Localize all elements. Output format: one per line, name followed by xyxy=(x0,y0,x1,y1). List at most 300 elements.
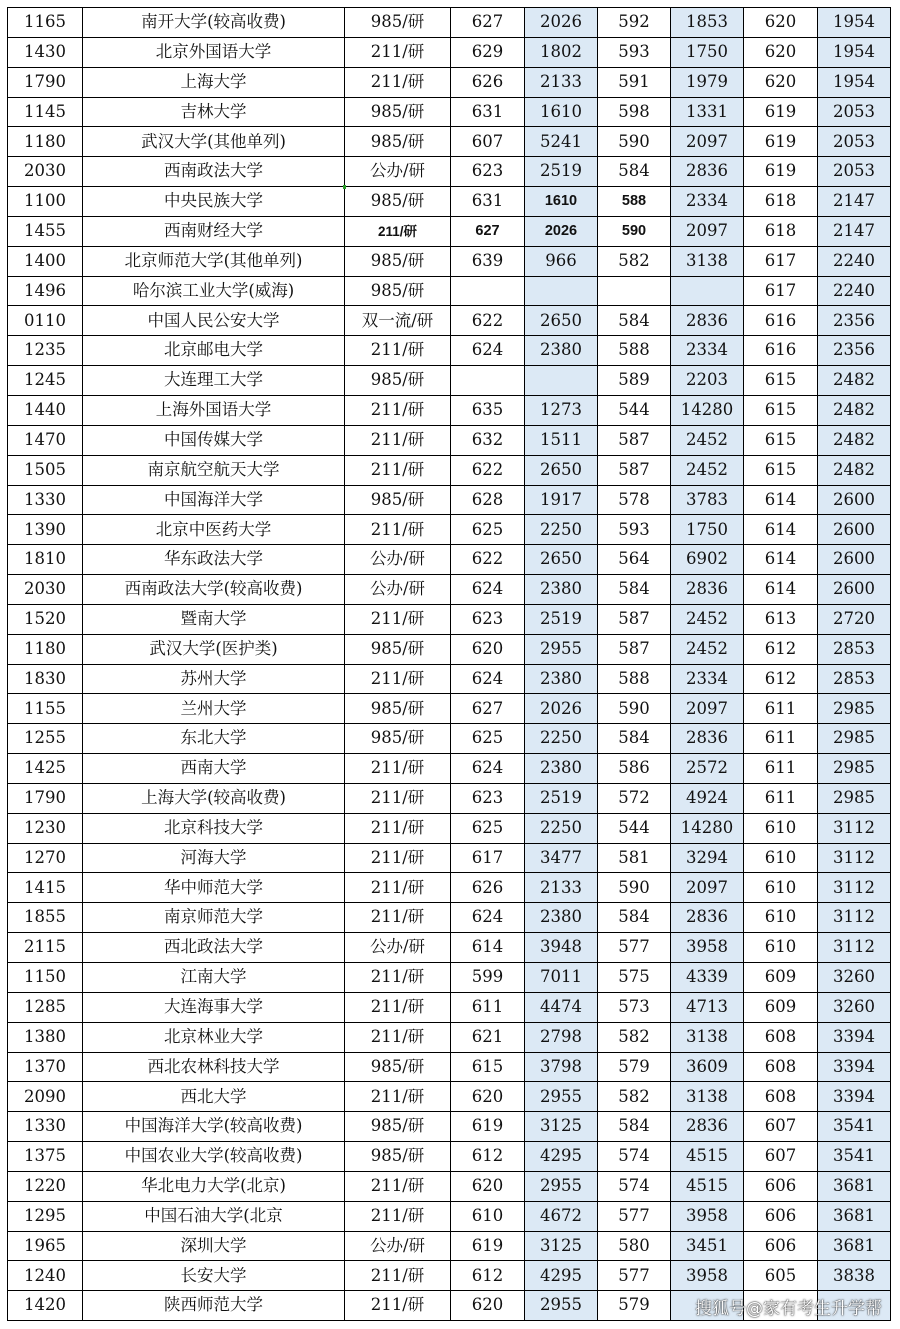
table-row xyxy=(8,545,891,575)
table-row xyxy=(8,1142,891,1172)
score-c-cell: 611 xyxy=(744,754,818,784)
score-b-cell: 584 xyxy=(598,903,671,933)
rank-a-cell: 3125 xyxy=(525,1112,598,1142)
score-b-cell: 575 xyxy=(598,963,671,993)
table-row xyxy=(8,336,891,366)
score-c-cell: 619 xyxy=(744,157,818,187)
school-type-cell: 985/研 xyxy=(345,485,451,515)
school-name-cell: 西北政法大学 xyxy=(83,933,345,963)
school-code-cell: 2030 xyxy=(8,575,83,605)
rank-b-cell: 2097 xyxy=(671,873,744,903)
school-name-cell: 西南政法大学(较高收费) xyxy=(83,575,345,605)
school-type-cell: 211/研 xyxy=(345,1291,451,1321)
table-row xyxy=(8,1052,891,1082)
rank-a-cell: 1802 xyxy=(525,37,598,67)
score-a-cell: 607 xyxy=(451,127,525,157)
score-c-cell: 610 xyxy=(744,933,818,963)
school-code-cell: 1505 xyxy=(8,455,83,485)
score-b-cell: 587 xyxy=(598,604,671,634)
score-c-cell: 620 xyxy=(744,67,818,97)
rank-a-cell: 7011 xyxy=(525,963,598,993)
score-a-cell: 627 xyxy=(451,8,525,38)
score-a-cell: 612 xyxy=(451,1261,525,1291)
rank-a-cell: 2798 xyxy=(525,1022,598,1052)
score-c-cell: 615 xyxy=(744,395,818,425)
score-b-cell: 577 xyxy=(598,1261,671,1291)
rank-c-cell: 2985 xyxy=(818,694,891,724)
rank-a-cell: 2133 xyxy=(525,67,598,97)
rank-b-cell: 3294 xyxy=(671,843,744,873)
score-a-cell: 615 xyxy=(451,1052,525,1082)
table-row xyxy=(8,1171,891,1201)
rank-c-cell: 3394 xyxy=(818,1052,891,1082)
school-type-cell: 211/研 xyxy=(345,604,451,634)
school-name-cell: 南京航空航天大学 xyxy=(83,455,345,485)
rank-c-cell: 2985 xyxy=(818,724,891,754)
school-type-cell: 211/研 xyxy=(345,992,451,1022)
score-b-cell: 572 xyxy=(598,783,671,813)
rank-c-cell: 1954 xyxy=(818,8,891,38)
score-c-cell: 606 xyxy=(744,1201,818,1231)
school-type-cell: 211/研 xyxy=(345,67,451,97)
school-code-cell: 1400 xyxy=(8,246,83,276)
school-type-cell: 985/研 xyxy=(345,1112,451,1142)
school-name-cell: 暨南大学 xyxy=(83,604,345,634)
score-b-cell: 579 xyxy=(598,1291,671,1321)
score-c-cell: 612 xyxy=(744,664,818,694)
table-row xyxy=(8,664,891,694)
school-type-cell: 985/研 xyxy=(345,127,451,157)
rank-c-cell: 2240 xyxy=(818,276,891,306)
school-name-cell: 西南大学 xyxy=(83,754,345,784)
school-name-cell: 哈尔滨工业大学(威海) xyxy=(83,276,345,306)
rank-c-cell: 2147 xyxy=(818,187,891,217)
school-code-cell: 1100 xyxy=(8,187,83,217)
score-b-cell: 581 xyxy=(598,843,671,873)
school-type-cell: 211/研 xyxy=(345,216,451,246)
rank-b-cell: 2452 xyxy=(671,455,744,485)
school-type-cell: 985/研 xyxy=(345,8,451,38)
score-c-cell: 617 xyxy=(744,246,818,276)
rank-c-cell: 2853 xyxy=(818,634,891,664)
score-c-cell: 614 xyxy=(744,515,818,545)
score-c-cell: 616 xyxy=(744,306,818,336)
score-c-cell: 614 xyxy=(744,485,818,515)
score-b-cell: 544 xyxy=(598,813,671,843)
school-code-cell: 1430 xyxy=(8,37,83,67)
rank-b-cell: 1750 xyxy=(671,515,744,545)
score-a-cell: 625 xyxy=(451,724,525,754)
rank-c-cell: 3681 xyxy=(818,1231,891,1261)
score-c-cell: 612 xyxy=(744,634,818,664)
score-a-cell: 619 xyxy=(451,1231,525,1261)
rank-a-cell: 1917 xyxy=(525,485,598,515)
school-name-cell: 华东政法大学 xyxy=(83,545,345,575)
rank-b-cell: 3138 xyxy=(671,1082,744,1112)
rank-b-cell: 2836 xyxy=(671,903,744,933)
score-b-cell: 587 xyxy=(598,634,671,664)
school-code-cell: 1380 xyxy=(8,1022,83,1052)
score-a-cell: 631 xyxy=(451,97,525,127)
school-type-cell: 211/研 xyxy=(345,1261,451,1291)
rank-a-cell: 2250 xyxy=(525,724,598,754)
rank-b-cell: 1853 xyxy=(671,8,744,38)
school-name-cell: 江南大学 xyxy=(83,963,345,993)
rank-c-cell: 3112 xyxy=(818,873,891,903)
school-name-cell: 吉林大学 xyxy=(83,97,345,127)
school-type-cell: 211/研 xyxy=(345,963,451,993)
school-code-cell: 0110 xyxy=(8,306,83,336)
school-code-cell: 1375 xyxy=(8,1142,83,1172)
score-b-cell: 593 xyxy=(598,515,671,545)
watermark-text: 搜狐号@家有考生升学帮 xyxy=(695,1299,882,1319)
school-name-cell: 大连海事大学 xyxy=(83,992,345,1022)
score-c-cell: 606 xyxy=(744,1171,818,1201)
score-a-cell: 631 xyxy=(451,187,525,217)
rank-c-cell: 2240 xyxy=(818,246,891,276)
score-c-cell: 610 xyxy=(744,873,818,903)
school-code-cell: 1235 xyxy=(8,336,83,366)
score-a-cell: 619 xyxy=(451,1112,525,1142)
school-code-cell: 1415 xyxy=(8,873,83,903)
score-a-cell: 620 xyxy=(451,634,525,664)
school-name-cell: 中国海洋大学 xyxy=(83,485,345,515)
rank-c-cell: 2482 xyxy=(818,455,891,485)
school-type-cell: 211/研 xyxy=(345,1022,451,1052)
rank-c-cell: 2356 xyxy=(818,306,891,336)
table-row xyxy=(8,157,891,187)
school-type-cell: 公办/研 xyxy=(345,575,451,605)
score-b-cell: 590 xyxy=(598,694,671,724)
score-b-cell: 593 xyxy=(598,37,671,67)
score-a-cell: 620 xyxy=(451,1291,525,1321)
school-type-cell: 985/研 xyxy=(345,694,451,724)
rank-c-cell: 2600 xyxy=(818,515,891,545)
table-row xyxy=(8,515,891,545)
table-row xyxy=(8,604,891,634)
rank-b-cell: 2452 xyxy=(671,425,744,455)
school-name-cell: 南京师范大学 xyxy=(83,903,345,933)
school-name-cell: 中国人民公安大学 xyxy=(83,306,345,336)
score-b-cell: 591 xyxy=(598,67,671,97)
table-row xyxy=(8,754,891,784)
table-row xyxy=(8,1112,891,1142)
score-b-cell: 584 xyxy=(598,157,671,187)
school-code-cell: 1455 xyxy=(8,216,83,246)
school-name-cell: 大连理工大学 xyxy=(83,366,345,396)
rank-b-cell: 2334 xyxy=(671,664,744,694)
rank-c-cell: 3112 xyxy=(818,843,891,873)
table-row xyxy=(8,187,891,217)
rank-b-cell: 14280 xyxy=(671,395,744,425)
score-a-cell xyxy=(451,276,525,306)
score-c-cell: 620 xyxy=(744,8,818,38)
school-type-cell: 211/研 xyxy=(345,1082,451,1112)
score-c-cell: 613 xyxy=(744,604,818,634)
rank-c-cell: 2356 xyxy=(818,336,891,366)
rank-a-cell: 2955 xyxy=(525,1171,598,1201)
school-type-cell: 211/研 xyxy=(345,425,451,455)
rank-a-cell: 2955 xyxy=(525,1291,598,1321)
rank-b-cell: 3958 xyxy=(671,1201,744,1231)
rank-c-cell: 3541 xyxy=(818,1142,891,1172)
score-a-cell: 624 xyxy=(451,903,525,933)
rank-c-cell: 3838 xyxy=(818,1261,891,1291)
school-type-cell: 985/研 xyxy=(345,366,451,396)
rank-a-cell: 966 xyxy=(525,246,598,276)
score-c-cell: 608 xyxy=(744,1052,818,1082)
rank-b-cell: 3451 xyxy=(671,1231,744,1261)
table-row xyxy=(8,575,891,605)
school-code-cell: 1965 xyxy=(8,1231,83,1261)
score-b-cell: 584 xyxy=(598,1112,671,1142)
rank-b-cell: 2836 xyxy=(671,724,744,754)
table-row xyxy=(8,97,891,127)
score-c-cell: 605 xyxy=(744,1261,818,1291)
rank-b-cell: 2452 xyxy=(671,604,744,634)
school-type-cell: 211/研 xyxy=(345,664,451,694)
score-b-cell: 573 xyxy=(598,992,671,1022)
rank-a-cell: 1511 xyxy=(525,425,598,455)
rank-b-cell: 2334 xyxy=(671,187,744,217)
score-c-cell: 618 xyxy=(744,216,818,246)
school-name-cell: 长安大学 xyxy=(83,1261,345,1291)
score-a-cell: 639 xyxy=(451,246,525,276)
school-code-cell: 1390 xyxy=(8,515,83,545)
school-name-cell: 西北农林科技大学 xyxy=(83,1052,345,1082)
score-a-cell: 610 xyxy=(451,1201,525,1231)
school-type-cell: 211/研 xyxy=(345,843,451,873)
school-type-cell: 公办/研 xyxy=(345,933,451,963)
rank-c-cell: 2600 xyxy=(818,485,891,515)
school-code-cell: 1470 xyxy=(8,425,83,455)
school-code-cell: 1295 xyxy=(8,1201,83,1231)
score-b-cell: 590 xyxy=(598,127,671,157)
rank-b-cell: 2452 xyxy=(671,634,744,664)
rank-b-cell: 2836 xyxy=(671,157,744,187)
school-type-cell: 211/研 xyxy=(345,1171,451,1201)
school-name-cell: 上海大学 xyxy=(83,67,345,97)
score-a-cell: 626 xyxy=(451,67,525,97)
school-type-cell: 211/研 xyxy=(345,37,451,67)
school-name-cell: 北京林业大学 xyxy=(83,1022,345,1052)
score-c-cell: 610 xyxy=(744,903,818,933)
school-name-cell: 北京中医药大学 xyxy=(83,515,345,545)
school-type-cell: 211/研 xyxy=(345,873,451,903)
rank-a-cell: 2380 xyxy=(525,664,598,694)
school-code-cell: 1440 xyxy=(8,395,83,425)
rank-b-cell: 14280 xyxy=(671,813,744,843)
score-b-cell: 584 xyxy=(598,575,671,605)
school-code-cell: 2115 xyxy=(8,933,83,963)
school-code-cell: 2030 xyxy=(8,157,83,187)
rank-a-cell: 3125 xyxy=(525,1231,598,1261)
school-name-cell: 北京师范大学(其他单列) xyxy=(83,246,345,276)
rank-a-cell: 2519 xyxy=(525,157,598,187)
score-c-cell: 608 xyxy=(744,1082,818,1112)
school-code-cell: 1810 xyxy=(8,545,83,575)
school-name-cell: 中国传媒大学 xyxy=(83,425,345,455)
school-type-cell: 211/研 xyxy=(345,754,451,784)
rank-b-cell: 4713 xyxy=(671,992,744,1022)
rank-a-cell: 3477 xyxy=(525,843,598,873)
score-a-cell: 622 xyxy=(451,455,525,485)
rank-a-cell: 2133 xyxy=(525,873,598,903)
rank-a-cell: 2380 xyxy=(525,336,598,366)
rank-a-cell: 2519 xyxy=(525,783,598,813)
rank-b-cell: 3609 xyxy=(671,1052,744,1082)
table-row xyxy=(8,306,891,336)
rank-c-cell: 3112 xyxy=(818,813,891,843)
rank-c-cell: 3112 xyxy=(818,933,891,963)
rank-b-cell: 1979 xyxy=(671,67,744,97)
rank-a-cell: 2650 xyxy=(525,545,598,575)
table-row xyxy=(8,1231,891,1261)
school-name-cell: 上海大学(较高收费) xyxy=(83,783,345,813)
rank-a-cell: 2519 xyxy=(525,604,598,634)
table-row xyxy=(8,992,891,1022)
score-c-cell: 609 xyxy=(744,992,818,1022)
rank-a-cell: 2955 xyxy=(525,634,598,664)
school-name-cell: 中央民族大学 xyxy=(83,187,345,217)
school-type-cell: 211/研 xyxy=(345,515,451,545)
rank-b-cell: 2836 xyxy=(671,575,744,605)
score-a-cell: 624 xyxy=(451,664,525,694)
table-row xyxy=(8,276,891,306)
score-a-cell: 625 xyxy=(451,813,525,843)
school-code-cell: 1180 xyxy=(8,634,83,664)
rank-c-cell: 3260 xyxy=(818,963,891,993)
school-type-cell: 211/研 xyxy=(345,1201,451,1231)
rank-c-cell: 2985 xyxy=(818,754,891,784)
rank-a-cell: 5241 xyxy=(525,127,598,157)
school-code-cell: 1330 xyxy=(8,485,83,515)
rank-b-cell: 2097 xyxy=(671,216,744,246)
score-a-cell: 611 xyxy=(451,992,525,1022)
score-a-cell: 617 xyxy=(451,843,525,873)
school-type-cell: 公办/研 xyxy=(345,545,451,575)
school-type-cell: 211/研 xyxy=(345,783,451,813)
rank-b-cell xyxy=(671,276,744,306)
score-a-cell: 635 xyxy=(451,395,525,425)
rank-a-cell: 2026 xyxy=(525,216,598,246)
table-row xyxy=(8,783,891,813)
rank-a-cell: 4474 xyxy=(525,992,598,1022)
score-b-cell: 590 xyxy=(598,216,671,246)
rank-c-cell: 3260 xyxy=(818,992,891,1022)
score-a-cell: 627 xyxy=(451,694,525,724)
table-row xyxy=(8,395,891,425)
rank-b-cell: 3138 xyxy=(671,246,744,276)
school-type-cell: 985/研 xyxy=(345,724,451,754)
score-a-cell: 620 xyxy=(451,1171,525,1201)
school-code-cell: 1330 xyxy=(8,1112,83,1142)
table-row xyxy=(8,724,891,754)
school-code-cell: 1145 xyxy=(8,97,83,127)
rank-a-cell: 2380 xyxy=(525,903,598,933)
table-row xyxy=(8,1261,891,1291)
school-name-cell: 中国海洋大学(较高收费) xyxy=(83,1112,345,1142)
school-code-cell: 1790 xyxy=(8,783,83,813)
rank-a-cell xyxy=(525,366,598,396)
school-code-cell: 1245 xyxy=(8,366,83,396)
rank-c-cell: 3112 xyxy=(818,903,891,933)
school-name-cell: 上海外国语大学 xyxy=(83,395,345,425)
score-a-cell: 621 xyxy=(451,1022,525,1052)
school-code-cell: 1420 xyxy=(8,1291,83,1321)
school-code-cell: 2090 xyxy=(8,1082,83,1112)
score-b-cell: 586 xyxy=(598,754,671,784)
score-c-cell: 616 xyxy=(744,336,818,366)
score-c-cell: 611 xyxy=(744,783,818,813)
admission-score-table xyxy=(7,7,891,1321)
rank-a-cell: 2380 xyxy=(525,575,598,605)
score-c-cell: 618 xyxy=(744,187,818,217)
school-name-cell: 西南政法大学 xyxy=(83,157,345,187)
score-a-cell: 625 xyxy=(451,515,525,545)
school-name-cell: 西南财经大学 xyxy=(83,216,345,246)
score-b-cell xyxy=(598,276,671,306)
rank-a-cell: 1273 xyxy=(525,395,598,425)
score-a-cell: 628 xyxy=(451,485,525,515)
rank-b-cell: 2097 xyxy=(671,127,744,157)
school-type-cell: 211/研 xyxy=(345,903,451,933)
school-code-cell: 1425 xyxy=(8,754,83,784)
score-b-cell: 582 xyxy=(598,246,671,276)
score-b-cell: 578 xyxy=(598,485,671,515)
score-a-cell: 623 xyxy=(451,604,525,634)
score-c-cell: 606 xyxy=(744,1231,818,1261)
rank-b-cell: 2836 xyxy=(671,1112,744,1142)
rank-c-cell: 1954 xyxy=(818,67,891,97)
table-row xyxy=(8,813,891,843)
score-c-cell: 610 xyxy=(744,813,818,843)
school-name-cell: 华中师范大学 xyxy=(83,873,345,903)
rank-b-cell: 4515 xyxy=(671,1142,744,1172)
rank-a-cell xyxy=(525,276,598,306)
score-a-cell: 623 xyxy=(451,783,525,813)
table-row xyxy=(8,37,891,67)
rank-a-cell: 4672 xyxy=(525,1201,598,1231)
score-b-cell: 582 xyxy=(598,1082,671,1112)
school-code-cell: 1370 xyxy=(8,1052,83,1082)
rank-b-cell: 4339 xyxy=(671,963,744,993)
rank-c-cell: 2482 xyxy=(818,395,891,425)
school-code-cell: 1270 xyxy=(8,843,83,873)
score-c-cell: 619 xyxy=(744,97,818,127)
school-type-cell: 985/研 xyxy=(345,246,451,276)
school-code-cell: 1520 xyxy=(8,604,83,634)
score-b-cell: 579 xyxy=(598,1052,671,1082)
rank-c-cell: 2600 xyxy=(818,575,891,605)
school-name-cell: 河海大学 xyxy=(83,843,345,873)
score-a-cell: 622 xyxy=(451,545,525,575)
rank-c-cell: 3681 xyxy=(818,1171,891,1201)
rank-c-cell: 2053 xyxy=(818,127,891,157)
table-row xyxy=(8,8,891,38)
score-c-cell: 614 xyxy=(744,575,818,605)
score-b-cell: 592 xyxy=(598,8,671,38)
school-code-cell: 1496 xyxy=(8,276,83,306)
rank-c-cell: 3681 xyxy=(818,1201,891,1231)
rank-c-cell: 2853 xyxy=(818,664,891,694)
score-c-cell: 619 xyxy=(744,127,818,157)
school-code-cell: 1830 xyxy=(8,664,83,694)
rank-b-cell: 3958 xyxy=(671,933,744,963)
score-b-cell: 582 xyxy=(598,1022,671,1052)
school-name-cell: 兰州大学 xyxy=(83,694,345,724)
score-a-cell: 623 xyxy=(451,157,525,187)
